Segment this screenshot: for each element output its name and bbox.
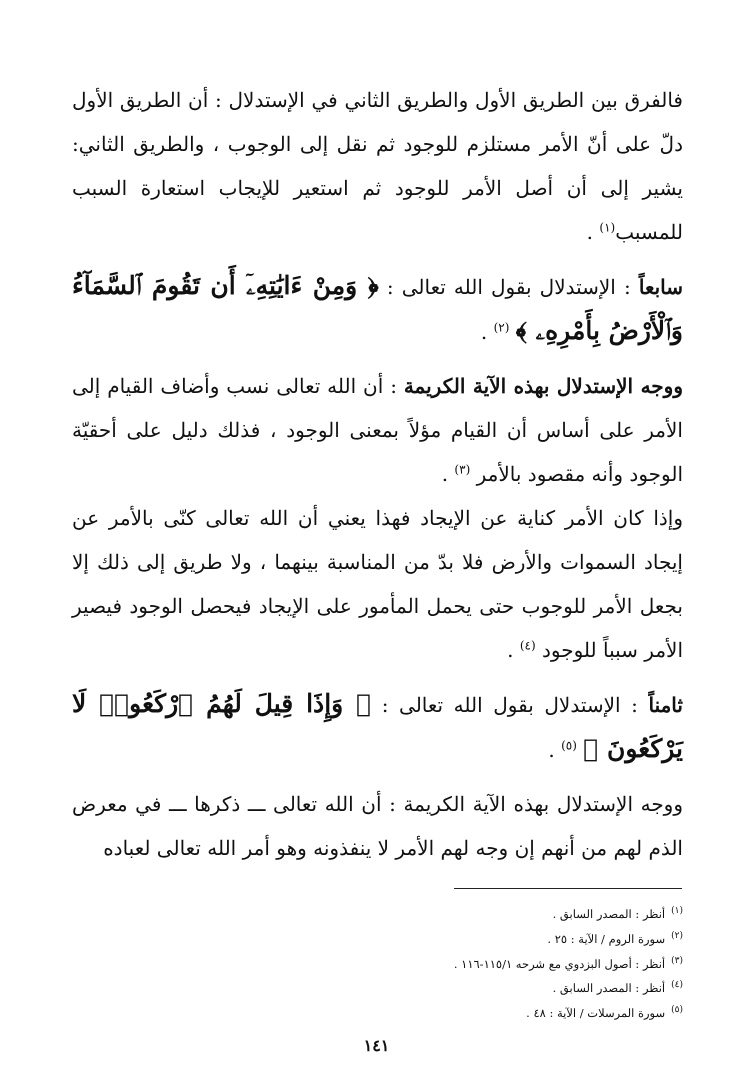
footnote-separator [454,888,682,889]
footnote-ref-1: (١) [599,220,616,235]
lead-heading-1: ووجه الإستدلال بهذه الآية الكريمة [403,374,683,398]
page-number: ١٤١ [363,1036,390,1055]
paragraph-3: ووجه الإستدلال بهذه الآية الكريمة : أن الله تعالى نسب وأضاف القيام إلى الأمر على أساس أن القيام مؤلاً بمعنى الوجود ، فذلك دليل على أحقيّة الوجود وأنه مقصود بالأمر $^{(٣)}$ . [72,374,683,486]
paragraph-eighth: ثامناً : الإستدلال بقول الله تعالى : ﴿ وَإِذَا قِيلَ لَهُمُ ٱرْكَعُوا۟ لَا يَرْكَعُونَ ﴾ $^{(٥)}$ . [72,689,683,763]
quran-verse-2: ﴿ وَإِذَا قِيلَ لَهُمُ ٱرْكَعُوا۟ لَا يَرْكَعُونَ ﴾ [72,689,683,763]
paragraph-6: ووجه الإستدلال بهذه الآية الكريمة : أن الله تعالى ـــ ذكرها ـــ في معرض الذم لهم من أنهم إن وجه لهم الأمر لا ينفذونه وهو أمر الله تعالى لعباده [72,792,683,860]
footnote-ref-5: (٥) [561,738,577,753]
quran-verse-1: ﴿ وَمِنْ ءَايَٰتِهِۦٓ أَن تَقُومَ ٱلسَّمَآءُ وَٱلْأَرْضُ بِأَمْرِهِۦ ﴾ [72,271,683,345]
footnote-item: $^{(٤)}$أنظر : المصدر السابق . [552,980,683,996]
footnote-item: $^{(٥)}$سورة المرسلات / الآية : ٤٨ . [526,1005,683,1021]
footnote-item: $^{(٣)}$أنظر : أصول البزدوي مع شرحه ١١٥/١-١١٦ . [453,955,683,971]
label-eighth: ثامناً [648,693,683,717]
paragraph-seventh: سابعاً : الإستدلال بقول الله تعالى : ﴿ وَمِنْ ءَايَٰتِهِۦٓ أَن تَقُومَ ٱلسَّمَآءُ وَٱلْأَرْضُ بِأَمْرِهِۦ ﴾ $^{(٢)}$ . [72,271,684,345]
paragraph-1: فالفرق بين الطريق الأول والطريق الثاني في الإستدلال : أن الطريق الأول دلّ على أنّ الأمر مستلزم للوجود ثم نقل إلى الوجوب ، والطريق الثاني: يشير إلى أن أصل الأمر للوجود ثم استعير للإيجاب استعارة السبب للمسبب$^{(١)}$ . [72,88,683,244]
main-text [72,78,683,870]
footnote-ref-2: (٢) [493,320,510,335]
footnote-ref-4: (٤) [519,638,536,653]
footnotes [283,900,683,1024]
label-seventh: سابعاً [638,275,684,299]
paragraph-4: وإذا كان الأمر كناية عن الإيجاد فهذا يعني أن الله تعالى كنّى بالأمر عن إيجاد السموات والأرض فلا بدّ من المناسبة بينهما ، ولا طريق إلى ذلك إلا بجعل الأمر للوجوب حتى يحمل المأمور على الإيجاد فيحصل الوجود فيصير الأمر سبباً للوجود $^{(٤)}$ . [72,506,683,662]
footnote-item: $^{(١)}$أنظر : المصدر السابق . [552,906,683,921]
footnote-item: $^{(٢)}$سورة الروم / الآية : ٢٥ . [547,930,683,946]
footnote-ref-3: (٣) [454,462,471,477]
